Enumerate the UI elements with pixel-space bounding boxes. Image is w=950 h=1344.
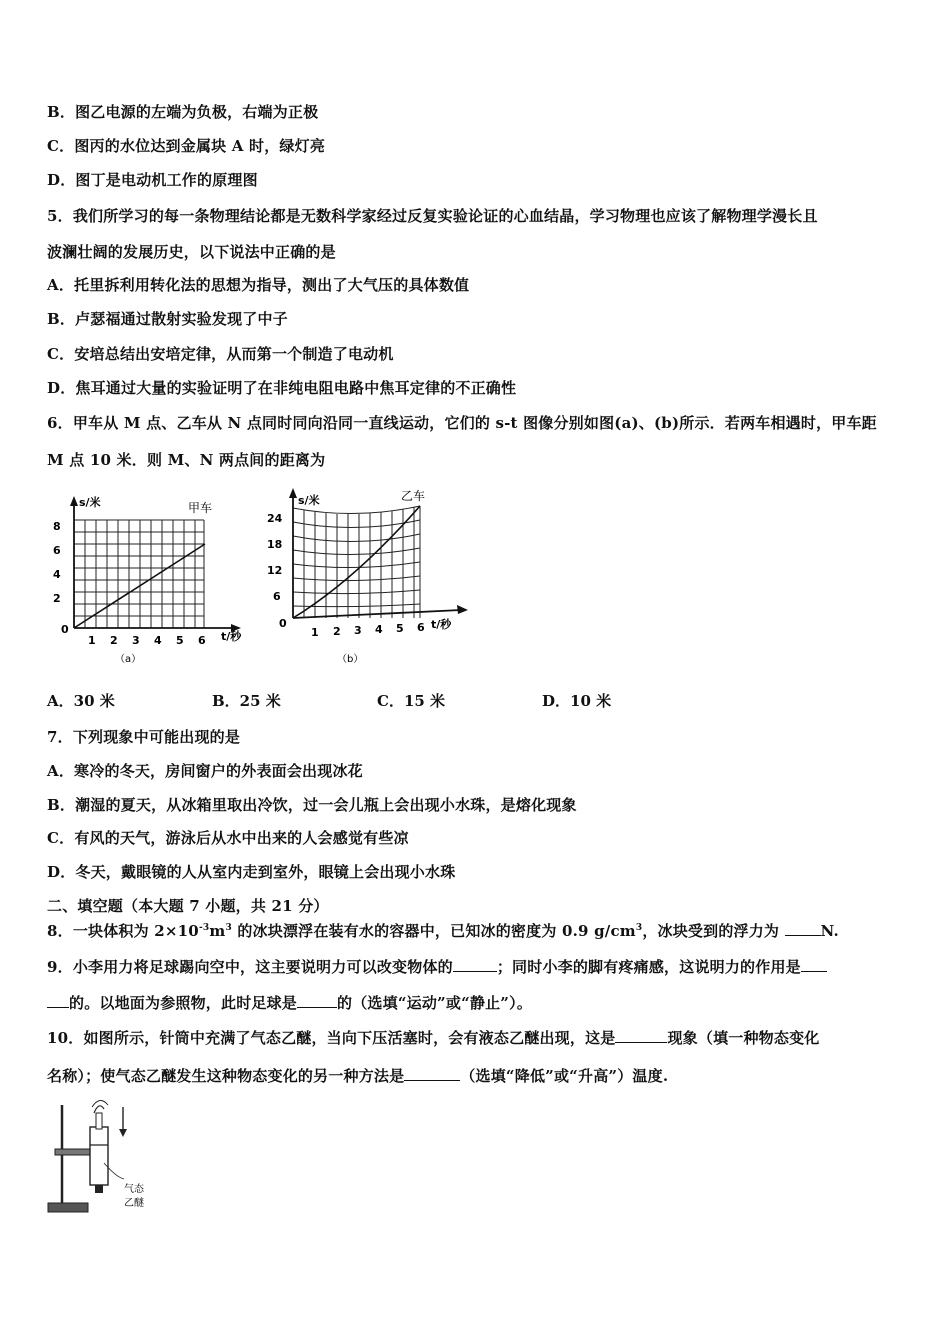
graph-b-ytick: 24 <box>267 512 283 525</box>
graph-a-ytick: 4 <box>53 568 61 581</box>
q10-text-line1: 10．如图所示，针筒中充满了气态乙醚，当向下压活塞时，会有液态乙醚出现，这是 现象（填一种物态变化 <box>47 1029 820 1047</box>
q5-option-d: D．焦耳通过大量的实验证明了在非纯电阻电路中焦耳定律的不正确性 <box>47 379 517 397</box>
q7-stem: 7．下列现象中可能出现的是 <box>47 728 241 746</box>
graph-b-origin: 0 <box>279 617 287 630</box>
section-heading: 二、填空题（本大题 7 小题，共 21 分） <box>47 897 329 915</box>
graph-a-xtick: 1 <box>88 634 96 647</box>
graph-b-curve <box>293 506 420 618</box>
q5-option-c: C．安培总结出安培定律，从而第一个制造了电动机 <box>47 345 394 363</box>
press-arrow-icon <box>119 1129 127 1137</box>
plunger-rod <box>96 1113 102 1129</box>
graph-a-title: 甲车 <box>188 501 213 515</box>
q9-blank-1[interactable] <box>453 957 497 972</box>
q6-option-b: B．25 米 <box>212 692 281 710</box>
q9-text-line1: 9．小李用力将足球踢向空中，这主要说明力可以改变物体的 ；同时小李的脚有疼痛感，这说明力的作用是 <box>47 957 827 977</box>
q5-stem-line2: 波澜壮阔的发展历史，以下说法中正确的是 <box>47 243 336 261</box>
graph-a-ytick: 8 <box>53 520 61 533</box>
graph-b-ytick: 6 <box>273 590 281 603</box>
graph-b-xtick: 2 <box>333 625 341 638</box>
stand-base <box>48 1203 88 1212</box>
syringe-apparatus-figure <box>40 1093 170 1218</box>
q7-option-a: A．寒冷的冬天，房间窗户的外表面会出现冰花 <box>47 762 363 780</box>
figure-label-ether: 乙醚 <box>124 1198 144 1209</box>
q6-option-a: A．30 米 <box>47 692 115 710</box>
graph-a-ytick: 2 <box>53 592 61 605</box>
graph-b-ylabel: s/米 <box>298 494 320 507</box>
graph-b-xtick: 6 <box>417 621 425 634</box>
q5-option-a: A．托里拆利用转化法的思想为指导，测出了大气压的具体数值 <box>47 276 470 294</box>
q7-option-d: D．冬天，戴眼镜的人从室内走到室外，眼镜上会出现小水珠 <box>47 863 456 881</box>
graph-b-yi-car <box>265 484 480 670</box>
q5-option-b: B．卢瑟福通过散射实验发现了中子 <box>47 310 288 328</box>
q7-option-b: B．潮湿的夏天，从冰箱里取出冷饮，过一会儿瓶上会出现小水珠，是熔化现象 <box>47 796 577 814</box>
q5-stem-line1: 5．我们所学习的每一条物理结论都是无数科学家经过反复实验论证的心血结晶，学习物理也应该了解物理学漫长且 <box>47 207 818 225</box>
graph-a-xtick: 5 <box>176 634 184 647</box>
q10-blank-2[interactable] <box>404 1066 460 1081</box>
graph-b-ytick: 18 <box>267 538 283 551</box>
q10-text-line2: 名称）；使气态乙醚发生这种物态变化的另一种方法是 （选填“降低”或“升高”）温度. <box>47 1067 669 1085</box>
q6-stem-line1: 6．甲车从 M 点、乙车从 N 点同时同向沿同一直线运动，它们的 s-t 图像分别如图(a)、(b)所示．若两车相遇时，甲车距 <box>47 414 877 432</box>
graph-a-xtick: 4 <box>154 634 162 647</box>
graph-b-x-axis <box>293 610 461 618</box>
q9-blank-3[interactable] <box>297 993 337 1008</box>
q8-answer-blank[interactable] <box>785 921 821 936</box>
graph-b-xtick: 1 <box>311 626 319 639</box>
q10-blank-1[interactable] <box>615 1028 667 1043</box>
graph-b-ytick: 12 <box>267 564 283 577</box>
graph-b-title: 乙车 <box>401 489 426 503</box>
clamp <box>55 1149 91 1155</box>
graph-a-origin: 0 <box>61 623 69 636</box>
graph-b-xtick: 3 <box>354 624 362 637</box>
q7-option-c: C．有风的天气，游泳后从水中出来的人会感觉有些凉 <box>47 829 409 847</box>
q4-option-c: C．图丙的水位达到金属块 A 时，绿灯亮 <box>47 137 326 155</box>
graph-a-xtick: 6 <box>198 634 206 647</box>
syringe-barrel <box>90 1127 108 1185</box>
graph-a-xtick: 2 <box>110 634 118 647</box>
graph-a-ytick: 6 <box>53 544 61 557</box>
graph-b-xtick: 5 <box>396 622 404 635</box>
q4-option-b: B．图乙电源的左端为负极，右端为正极 <box>47 103 319 121</box>
q9-blank-2b[interactable] <box>47 993 69 1008</box>
q9-text-line2: 的。以地面为参照物，此时足球是 的（选填“运动”或“静止”）。 <box>47 993 532 1013</box>
graph-b-xlabel: t/秒 <box>431 618 452 631</box>
graph-a-xtick: 3 <box>132 634 140 647</box>
graph-a-jia-car <box>45 492 270 670</box>
q6-option-c: C．15 米 <box>377 692 446 710</box>
graph-b-caption: （b） <box>337 654 364 665</box>
syringe-tip <box>95 1185 103 1193</box>
q8-text: 8．一块体积为 $2\times 10^{-3}m^3$ 的冰块漂浮在装有水的容器中，已知冰的密度为 0.9 $g/cm^3$，冰块受到的浮力为 N. <box>47 922 839 940</box>
q6-option-d: D．10 米 <box>542 692 612 710</box>
q4-option-d: D．图丁是电动机工作的原理图 <box>47 171 258 189</box>
graph-a-caption: （a） <box>115 654 142 665</box>
q6-stem-line2: M 点 10 米．则 M、N 两点间的距离为 <box>47 451 326 469</box>
q9-blank-2a[interactable] <box>801 957 827 972</box>
graph-a-xlabel: t/秒 <box>221 630 242 643</box>
graph-a-ylabel: s/米 <box>79 496 101 509</box>
graph-b-xtick: 4 <box>375 623 383 636</box>
figure-label-gas: 气态 <box>124 1184 144 1195</box>
